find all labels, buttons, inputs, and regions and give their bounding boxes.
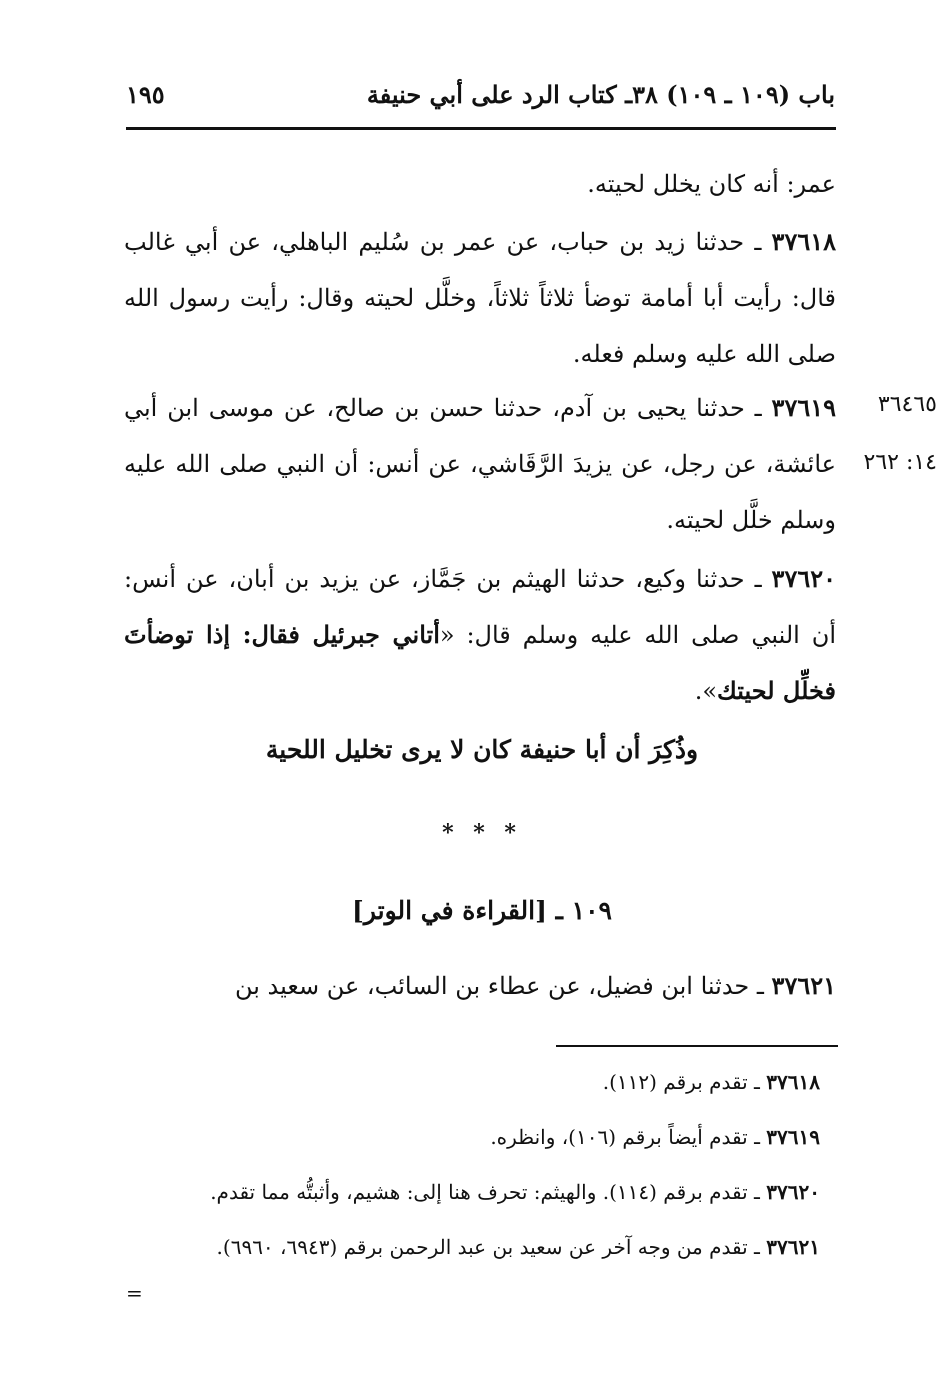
running-header-title: باب (١٠٩ ـ ١٠٩) ٣٨ـ كتاب الرد على أبي حنيفة [366, 80, 835, 109]
hadith-37619 [124, 380, 836, 548]
paragraph-text: عمر: أنه كان يخلل لحيته. [587, 170, 836, 198]
footnote-text: ـ تقدم برقم (١١٢). [602, 1070, 767, 1094]
hadith-number: ٣٧٦١٨ [771, 227, 836, 256]
section-separator: * * * [442, 820, 522, 846]
margin-reference: ١٤: ٢٦٢ [863, 450, 937, 475]
paragraph-continuation [124, 156, 836, 212]
footnote [120, 1070, 820, 1094]
prophetic-quote: أتاني جبرئيل فقال: إذا توضأتَ فخلِّل لحيتك [124, 620, 836, 705]
section-heading: ١٠٩ ـ [القراءة في الوتر] [352, 896, 612, 925]
hadith-text: ـ حدثنا يحيى بن آدم، حدثنا حسن بن صالح، عن موسى ابن أبي عائشة، عن رجل، عن يزيدَ الرَّقَاشي، عن أنس: أن النبي صلى الله عليه وسلم خلَّل لحيته. [124, 394, 836, 534]
quote-close: ». [694, 677, 718, 705]
footnote-number: ٣٧٦١٩ [766, 1125, 820, 1149]
hadith-number: ٣٧٦٢١ [771, 971, 836, 1000]
footnote-divider [556, 1045, 838, 1047]
hadith-37620 [124, 551, 836, 719]
header-divider [126, 127, 836, 130]
continuation-mark: = [126, 1281, 143, 1305]
footnote-text: ـ تقدم من وجه آخر عن سعيد بن عبد الرحمن برقم (٦٩٤٣، ٦٩٦٠). [216, 1235, 767, 1259]
hadith-number: ٣٧٦٢٠ [771, 564, 836, 593]
footnote [120, 1235, 820, 1259]
note-heading: وذُكِرَ أن أبا حنيفة كان لا يرى تخليل اللحية [265, 735, 699, 764]
page-number: ١٩٥ [126, 80, 165, 109]
margin-reference: ٣٦٤٦٥ [877, 392, 937, 417]
footnote [120, 1125, 820, 1149]
footnote-number: ٣٧٦١٨ [766, 1070, 820, 1094]
footnote-text: ـ تقدم أيضاً برقم (١٠٦)، وانظره. [490, 1125, 767, 1149]
hadith-text: ـ حدثنا وكيع، حدثنا الهيثم بن جَمَّاز، عن يزيد بن أبان، عن أنس: أن النبي صلى الله عليه وسلم قال: « [124, 565, 836, 649]
hadith-number: ٣٧٦١٩ [771, 393, 836, 422]
hadith-37621 [124, 958, 836, 1014]
footnote-text: ـ تقدم برقم (١١٤). والهيثم: تحرف هنا إلى: هشيم، وأثبتُّه مما تقدم. [210, 1180, 767, 1204]
footnote-number: ٣٧٦٢٠ [766, 1180, 820, 1204]
hadith-text: ـ حدثنا زيد بن حباب، عن عمر بن سُليم الباهلي، عن أبي غالب قال: رأيت أبا أمامة توضأ ثلاثاً ثلاثاً، وخلَّل لحيته وقال: رأيت رسول الله صلى الله عليه وسلم فعله. [124, 228, 836, 368]
hadith-37618 [124, 214, 836, 382]
footnote [120, 1180, 820, 1204]
footnote-number: ٣٧٦٢١ [766, 1235, 820, 1259]
hadith-text: ـ حدثنا ابن فضيل، عن عطاء بن السائب، عن سعيد بن [234, 972, 772, 1000]
